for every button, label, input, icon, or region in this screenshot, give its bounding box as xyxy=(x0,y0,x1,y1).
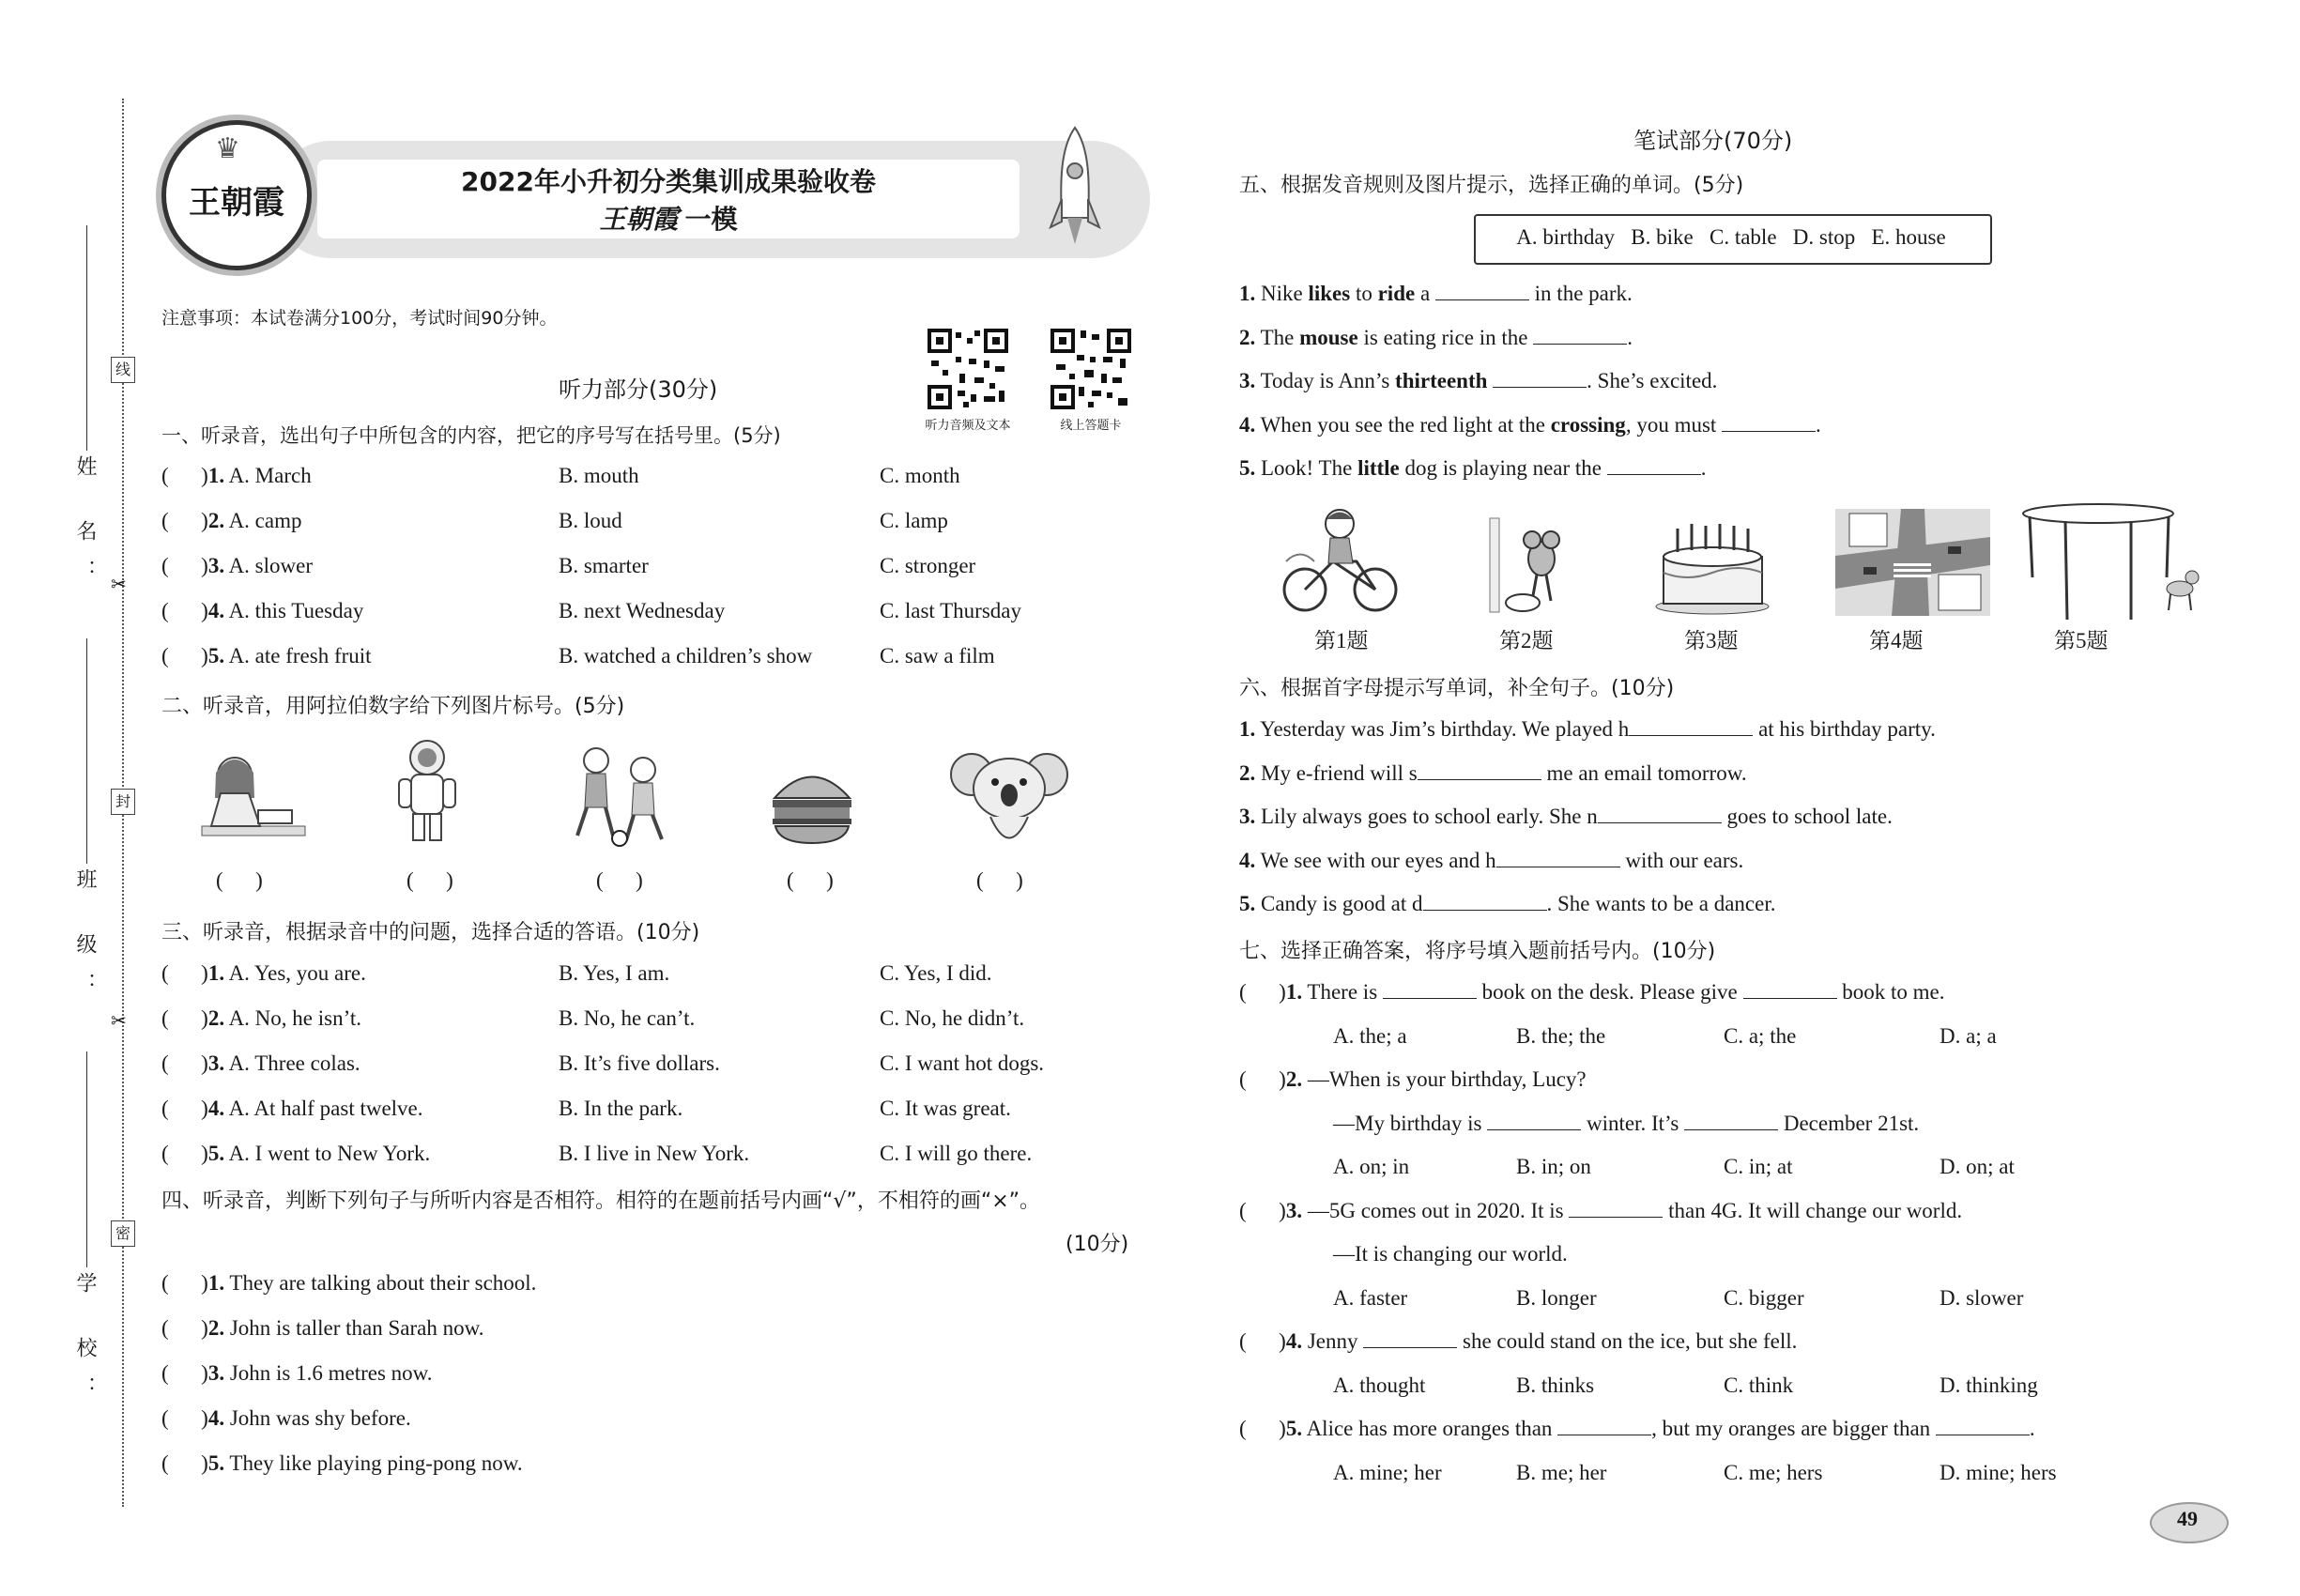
picture-mouse-bowl xyxy=(1485,516,1574,615)
option-a: A. Three colas. xyxy=(228,1051,360,1075)
fill-blank[interactable] xyxy=(1423,891,1547,911)
fill-blank[interactable] xyxy=(1363,1328,1457,1348)
list-item xyxy=(1239,324,2234,368)
item-number: 1. xyxy=(207,961,225,985)
item-number: 5. xyxy=(207,1142,225,1165)
qr-caption-audio: 听力音频及文本 xyxy=(925,419,1011,433)
class-underline xyxy=(86,638,87,864)
section-7-items xyxy=(1239,978,2234,1502)
fill-blank[interactable] xyxy=(1936,1416,2030,1435)
seal-line-mark: 封 xyxy=(111,789,135,815)
fill-blank[interactable] xyxy=(1722,412,1816,432)
item-text: When you see the red light at the xyxy=(1260,412,1551,437)
section-5-heading: 五、根据发音规则及图片提示，选择正确的单词。(5分) xyxy=(1239,174,1744,197)
list-item xyxy=(161,462,1157,507)
item-text: Jenny xyxy=(1307,1329,1358,1353)
item-text: Alice has more oranges than xyxy=(1306,1417,1553,1440)
option-a: A. I went to New York. xyxy=(228,1142,431,1165)
fill-blank[interactable] xyxy=(1569,1198,1663,1218)
option-b: B. next Wednesday xyxy=(559,599,726,622)
fill-blank[interactable] xyxy=(1493,368,1587,388)
item-number: 4. xyxy=(207,1406,225,1430)
school-label: 学 校： xyxy=(73,1272,97,1416)
list-item xyxy=(161,1050,1157,1095)
answer-paren[interactable]: ( ) xyxy=(161,1051,208,1075)
statement: They like playing ping-pong now. xyxy=(229,1451,523,1475)
fill-blank[interactable] xyxy=(1684,1111,1778,1130)
item-text: —It is changing our world. xyxy=(1333,1242,1568,1266)
caption-2: 第2题 xyxy=(1499,629,1554,652)
option-d: D. on; at xyxy=(1940,1155,2015,1178)
option-b: B. me; her xyxy=(1516,1460,1607,1484)
list-item xyxy=(1239,280,2234,324)
item-text: Look! The xyxy=(1261,456,1358,480)
item-number: 1. xyxy=(207,1271,225,1295)
item-number: 2. xyxy=(207,1316,225,1340)
caption-1: 第1题 xyxy=(1314,629,1369,652)
exam-title: 2022年小升初分类集训成果验收卷 xyxy=(461,166,876,197)
item-number: 3. xyxy=(1239,805,1256,828)
written-title: 笔试部分(70分) xyxy=(1633,128,1793,154)
list-item xyxy=(161,507,1157,552)
option-c: C. last Thursday xyxy=(880,599,1021,622)
answer-paren[interactable]: ( ) xyxy=(161,1451,208,1475)
item-number: 4. xyxy=(1285,1329,1303,1353)
subtitle-brand: 王朝霞 xyxy=(599,206,679,235)
option-a: A. camp xyxy=(228,509,302,532)
item-text: . xyxy=(1816,412,1821,437)
option-c: C. think xyxy=(1724,1373,1794,1397)
list-item xyxy=(161,1140,1157,1185)
option-a: A. the; a xyxy=(1333,1023,1407,1048)
fill-blank[interactable] xyxy=(1383,979,1477,999)
list-item xyxy=(161,1095,1157,1140)
keyword: likes xyxy=(1308,282,1351,305)
item-number: 5. xyxy=(207,644,225,668)
item-text: . She’s excited. xyxy=(1587,369,1718,392)
option-d: D. slower xyxy=(1940,1285,2024,1310)
section-1-items xyxy=(161,462,1157,687)
option-c: C. No, he didn’t. xyxy=(880,1006,1025,1030)
answer-paren[interactable]: ( ) xyxy=(161,1006,208,1030)
item-number: 2. xyxy=(207,509,225,532)
fill-blank[interactable] xyxy=(1557,1416,1651,1435)
option-a: A. ate fresh fruit xyxy=(228,644,372,668)
answer-paren[interactable]: ( ) xyxy=(976,868,1023,892)
option-b: B. longer xyxy=(1516,1285,1597,1310)
option-b: B. smarter xyxy=(559,554,649,577)
list-item xyxy=(1239,454,2234,499)
section-6-heading: 六、根据首字母提示写单词，补全句子。(10分) xyxy=(1239,677,1675,700)
picture-answer-row xyxy=(0,868,1164,897)
list-item xyxy=(1239,847,2234,891)
word-options: A. birthday B. bike C. table D. stop E. house xyxy=(1516,225,1946,249)
section-3-heading: 三、听录音，根据录音中的问题，选择合适的答语。(10分) xyxy=(161,921,700,944)
name-label: 姓 名： xyxy=(73,455,97,599)
picture-dog-table xyxy=(2018,502,2206,620)
option-c: C. me; hers xyxy=(1724,1460,1823,1484)
picture-crossing xyxy=(1835,509,1990,616)
item-text: Today is Ann’s xyxy=(1260,369,1396,392)
list-item xyxy=(1239,803,2234,847)
options-line xyxy=(1239,1284,2234,1328)
list-item xyxy=(1239,760,2234,804)
option-a: A. Yes, you are. xyxy=(228,961,366,985)
item-number: 4. xyxy=(207,599,225,622)
item-text: dog is playing near the xyxy=(1399,456,1602,480)
option-a: A. faster xyxy=(1333,1285,1408,1310)
item-text: winter. It’s xyxy=(1581,1111,1679,1135)
scissors-icon: ✂ xyxy=(111,1009,127,1032)
item-number: 1. xyxy=(1285,980,1303,1004)
options-line xyxy=(1239,1153,2234,1197)
list-item xyxy=(161,1005,1157,1050)
picture-birthday-cake xyxy=(1654,514,1771,616)
item-number: 5. xyxy=(1239,892,1256,915)
statement: John is taller than Sarah now. xyxy=(229,1316,484,1340)
fill-blank[interactable] xyxy=(1435,281,1529,300)
keyword: thirteenth xyxy=(1395,369,1488,392)
class-label: 班 级： xyxy=(73,868,97,1012)
cut-line-mark: 线 xyxy=(111,357,135,383)
list-item xyxy=(161,552,1157,597)
item-text: —When is your birthday, Lucy? xyxy=(1307,1067,1587,1091)
answer-paren[interactable]: ( ) xyxy=(406,868,453,892)
item-text: at his birthday party. xyxy=(1753,717,1936,741)
notice: 注意事项：本试卷满分100分，考试时间90分钟。 xyxy=(161,308,558,329)
section-2-heading: 二、听录音，用阿拉伯数字给下列图片标号。(5分) xyxy=(161,695,625,718)
item-text: is eating rice in the xyxy=(1357,325,1528,349)
answer-paren[interactable]: ( ) xyxy=(161,961,208,985)
list-item xyxy=(161,1359,1157,1404)
section-7-heading: 七、选择正确答案，将序号填入题前括号内。(10分) xyxy=(1239,940,1716,963)
answer-paren[interactable]: ( ) xyxy=(161,1361,208,1385)
answer-paren[interactable]: ( ) xyxy=(1239,1067,1286,1091)
item-number: 1. xyxy=(1239,717,1256,741)
list-item xyxy=(161,959,1157,1005)
rocket-icon xyxy=(1047,124,1103,251)
keyword: ride xyxy=(1377,282,1416,305)
option-c: C. I will go there. xyxy=(880,1142,1033,1165)
exam-subtitle xyxy=(317,199,1020,237)
options-line xyxy=(1239,1372,2234,1416)
item-text: —My birthday is xyxy=(1333,1111,1482,1135)
statement: John is 1.6 metres now. xyxy=(229,1361,433,1385)
listening-title: 听力部分(30分) xyxy=(559,376,718,403)
picture-boy-bike xyxy=(1281,505,1399,616)
dense-line-mark: 密 xyxy=(111,1220,135,1247)
answer-paren[interactable]: ( ) xyxy=(1239,1198,1286,1222)
option-c: C. Yes, I did. xyxy=(880,961,992,985)
list-item xyxy=(161,1450,1157,1495)
item-number: 2. xyxy=(1239,760,1256,785)
list-item xyxy=(1239,367,2234,411)
section-6-items xyxy=(1239,715,2234,934)
answer-paren[interactable]: ( ) xyxy=(161,1316,208,1340)
option-c: C. a; the xyxy=(1724,1023,1797,1048)
option-a: A. March xyxy=(228,464,312,487)
fill-blank[interactable] xyxy=(1418,760,1541,780)
caption-5: 第5题 xyxy=(2054,629,2108,652)
list-item xyxy=(161,1404,1157,1450)
option-c: C. in; at xyxy=(1724,1155,1793,1178)
option-a: A. No, he isn’t. xyxy=(228,1006,361,1030)
option-a: A. this Tuesday xyxy=(228,599,364,622)
item-number: 2. xyxy=(207,1006,225,1030)
item-number: 3. xyxy=(1239,369,1256,392)
option-b: B. mouth xyxy=(559,464,639,487)
answer-paren[interactable]: ( ) xyxy=(1239,1329,1286,1353)
item-number: 2. xyxy=(1239,325,1256,349)
crown-icon: ♛ xyxy=(215,133,240,164)
option-a: A. thought xyxy=(1333,1373,1426,1397)
option-c: C. I want hot dogs. xyxy=(880,1051,1045,1075)
item-text: than 4G. It will change our world. xyxy=(1663,1198,1963,1222)
item-text: Lily always goes to school early. She n xyxy=(1261,805,1598,828)
school-underline xyxy=(86,1051,87,1267)
fill-blank[interactable] xyxy=(1743,979,1837,999)
question-line xyxy=(1239,1110,2234,1154)
section-4-points: (10分) xyxy=(1066,1233,1129,1256)
fill-blank[interactable] xyxy=(1607,455,1701,475)
brand-logo xyxy=(161,120,312,270)
picture-astronaut xyxy=(394,737,460,850)
option-a: A. mine; her xyxy=(1333,1460,1442,1484)
caption-4: 第4题 xyxy=(1869,629,1924,652)
option-b: B. watched a children’s show xyxy=(559,644,813,668)
answer-paren[interactable]: ( ) xyxy=(1239,1417,1286,1440)
fill-blank[interactable] xyxy=(1487,1111,1581,1130)
item-number: 3. xyxy=(207,1361,225,1385)
qr-code-answer-card[interactable] xyxy=(1050,329,1131,409)
statement: John was shy before. xyxy=(229,1406,411,1430)
options-line xyxy=(1239,1022,2234,1067)
item-number: 4. xyxy=(207,1097,225,1120)
options-line xyxy=(1239,1459,2234,1503)
option-a: A. At half past twelve. xyxy=(228,1097,423,1120)
picture-kids-football xyxy=(559,742,681,850)
question-line xyxy=(1239,1327,2234,1372)
item-text: . xyxy=(2029,1417,2035,1440)
option-c: C. stronger xyxy=(880,554,976,577)
list-item xyxy=(1239,715,2234,760)
option-d: D. a; a xyxy=(1940,1023,1997,1048)
item-text: My e-friend will s xyxy=(1261,760,1418,785)
section-5-items xyxy=(1239,280,2234,499)
answer-paren[interactable]: ( ) xyxy=(161,509,208,532)
item-number: 3. xyxy=(207,554,225,577)
fill-blank[interactable] xyxy=(1496,848,1620,867)
answer-paren[interactable]: ( ) xyxy=(161,644,208,668)
fill-blank[interactable] xyxy=(1533,325,1627,345)
question-line xyxy=(1239,1197,2234,1241)
brand-name: 王朝霞 xyxy=(189,184,284,222)
option-c: C. bigger xyxy=(1724,1285,1804,1310)
item-text: , but my oranges are bigger than xyxy=(1651,1417,1931,1440)
item-text: book to me. xyxy=(1836,980,1945,1004)
option-b: B. It’s five dollars. xyxy=(559,1051,720,1075)
item-number: 3. xyxy=(207,1051,225,1075)
keyword: little xyxy=(1357,456,1400,480)
section-1-heading: 一、听录音，选出句子中所包含的内容，把它的序号写在括号里。(5分) xyxy=(161,424,781,447)
keyword: mouse xyxy=(1299,325,1358,349)
item-text: she could stand on the ice, but she fell. xyxy=(1457,1329,1798,1353)
item-number: 3. xyxy=(1285,1198,1303,1222)
list-item xyxy=(1239,890,2234,934)
question-line xyxy=(1239,1415,2234,1459)
page-number: 49 xyxy=(2177,1507,2198,1530)
section-3-items xyxy=(161,959,1157,1185)
option-a: A. slower xyxy=(228,554,313,577)
item-text: Nike xyxy=(1261,282,1309,305)
answer-paren[interactable]: ( ) xyxy=(161,1271,208,1295)
qr-caption-answer-card: 线上答题卡 xyxy=(1060,419,1122,433)
fill-blank[interactable] xyxy=(1598,804,1722,823)
answer-paren[interactable]: ( ) xyxy=(216,868,263,892)
option-c: C. saw a film xyxy=(880,644,995,668)
item-text: to xyxy=(1350,282,1378,305)
item-number: 5. xyxy=(207,1451,225,1475)
option-a: A. on; in xyxy=(1333,1155,1410,1178)
item-number: 1. xyxy=(207,464,225,487)
fill-blank[interactable] xyxy=(1629,716,1753,736)
item-text: . xyxy=(1627,325,1633,349)
item-number: 2. xyxy=(1285,1067,1303,1091)
option-b: B. the; the xyxy=(1516,1023,1606,1048)
option-b: B. I live in New York. xyxy=(559,1142,750,1165)
item-text: We see with our eyes and h xyxy=(1260,848,1496,872)
item-text: . She wants to be a dancer. xyxy=(1546,892,1776,915)
item-text: . xyxy=(1700,456,1707,480)
answer-paren[interactable]: ( ) xyxy=(161,1406,208,1430)
scissors-icon: ✂ xyxy=(111,573,127,595)
option-c: C. lamp xyxy=(880,509,948,532)
list-item xyxy=(161,597,1157,642)
option-b: B. loud xyxy=(559,509,622,532)
item-text: , you must xyxy=(1625,412,1717,437)
item-text: December 21st. xyxy=(1778,1111,1920,1135)
item-text: There is xyxy=(1307,980,1378,1004)
list-item xyxy=(161,1269,1157,1314)
option-b: B. No, he can’t. xyxy=(559,1006,696,1030)
answer-paren[interactable]: ( ) xyxy=(161,554,208,577)
option-c: C. month xyxy=(880,464,960,487)
item-text: in the park. xyxy=(1528,282,1633,305)
option-b: B. Yes, I am. xyxy=(559,961,670,985)
answer-paren[interactable]: ( ) xyxy=(1239,980,1286,1004)
item-number: 4. xyxy=(1239,848,1256,872)
item-text: me an email tomorrow. xyxy=(1541,760,1747,785)
item-text: Candy is good at d xyxy=(1261,892,1423,915)
keyword: crossing xyxy=(1550,412,1626,437)
list-item xyxy=(161,1314,1157,1359)
option-b: B. In the park. xyxy=(559,1097,683,1120)
question-line xyxy=(1239,1066,2234,1110)
qr-code-audio[interactable] xyxy=(928,329,1008,409)
answer-paren[interactable]: ( ) xyxy=(161,599,208,622)
answer-paren[interactable]: ( ) xyxy=(161,1142,208,1165)
item-text: with our ears. xyxy=(1619,848,1744,872)
item-text: —5G comes out in 2020. It is xyxy=(1307,1198,1564,1222)
picture-hamburger xyxy=(770,760,854,845)
option-c: C. It was great. xyxy=(880,1097,1011,1120)
item-text: a xyxy=(1415,282,1431,305)
statement: They are talking about their school. xyxy=(229,1271,537,1295)
item-text: book on the desk. Please give xyxy=(1476,980,1738,1004)
item-text: Yesterday was Jim’s birthday. We played h xyxy=(1260,717,1630,741)
picture-koala xyxy=(948,746,1070,859)
option-d: D. thinking xyxy=(1940,1373,2038,1397)
answer-paren[interactable]: ( ) xyxy=(161,464,208,487)
list-item xyxy=(161,642,1157,687)
answer-paren[interactable]: ( ) xyxy=(161,1097,208,1120)
picture-girl-reading xyxy=(192,746,310,850)
item-text: The xyxy=(1260,325,1300,349)
option-b: B. thinks xyxy=(1516,1373,1595,1397)
item-number: 4. xyxy=(1239,412,1256,437)
item-number: 5. xyxy=(1239,456,1256,480)
question-line xyxy=(1239,1240,2234,1284)
list-item xyxy=(1239,411,2234,455)
option-d: D. mine; hers xyxy=(1940,1460,2057,1484)
option-b: B. in; on xyxy=(1516,1155,1591,1178)
item-text: goes to school late. xyxy=(1721,805,1893,828)
name-underline xyxy=(86,225,87,451)
item-number: 1. xyxy=(1239,282,1256,305)
answer-paren[interactable]: ( ) xyxy=(596,868,643,892)
answer-paren[interactable]: ( ) xyxy=(787,868,834,892)
caption-3: 第3题 xyxy=(1684,629,1739,652)
item-number: 5. xyxy=(1285,1417,1303,1440)
section-4-items xyxy=(161,1269,1157,1495)
section-4-heading: 四、听录音，判断下列句子与所听内容是否相符。相符的在题前括号内画“√”，不相符的画“×”。 xyxy=(161,1189,1041,1213)
question-line xyxy=(1239,978,2234,1022)
subtitle-text: 一模 xyxy=(684,204,738,235)
